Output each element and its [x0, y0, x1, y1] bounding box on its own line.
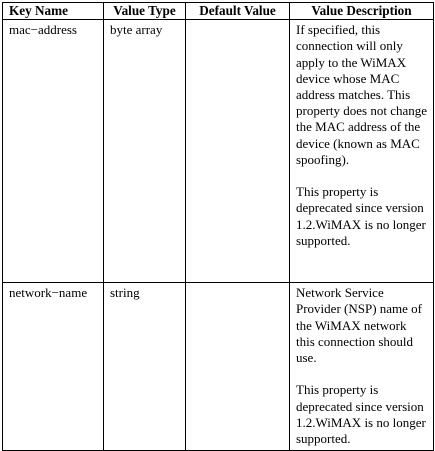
header-default-value: Default Value [186, 3, 290, 20]
header-key-name: Key Name [3, 3, 104, 20]
value-type-cell: byte array [104, 20, 186, 283]
default-value-cell [186, 283, 290, 451]
deprecation-note: This property is deprecated since version 1.2.WiMAX is no longer supported. [296, 184, 426, 248]
header-value-description: Value Description [290, 3, 434, 20]
header-value-type: Value Type [104, 3, 186, 20]
description-paragraph: Network Service Provider (NSP) name of the WiMAX network this connection should use. [296, 285, 423, 366]
table-row [3, 283, 434, 451]
description-paragraph: If specified, this connection will only apply to the WiMAX device whose MAC address matches. This property does not change the MAC address of the device (known as MAC spoofing). [296, 22, 428, 167]
table-row [3, 20, 434, 283]
header-row [3, 3, 434, 20]
properties-table [2, 2, 434, 451]
key-name-cell: mac−address [3, 20, 104, 283]
value-type-cell: string [104, 283, 186, 451]
value-description-cell [290, 283, 434, 451]
deprecation-note: This property is deprecated since version 1.2.WiMAX is no longer supported. [296, 382, 426, 447]
value-description-cell [290, 20, 434, 283]
default-value-cell [186, 20, 290, 283]
key-name-cell: network−name [3, 283, 104, 451]
